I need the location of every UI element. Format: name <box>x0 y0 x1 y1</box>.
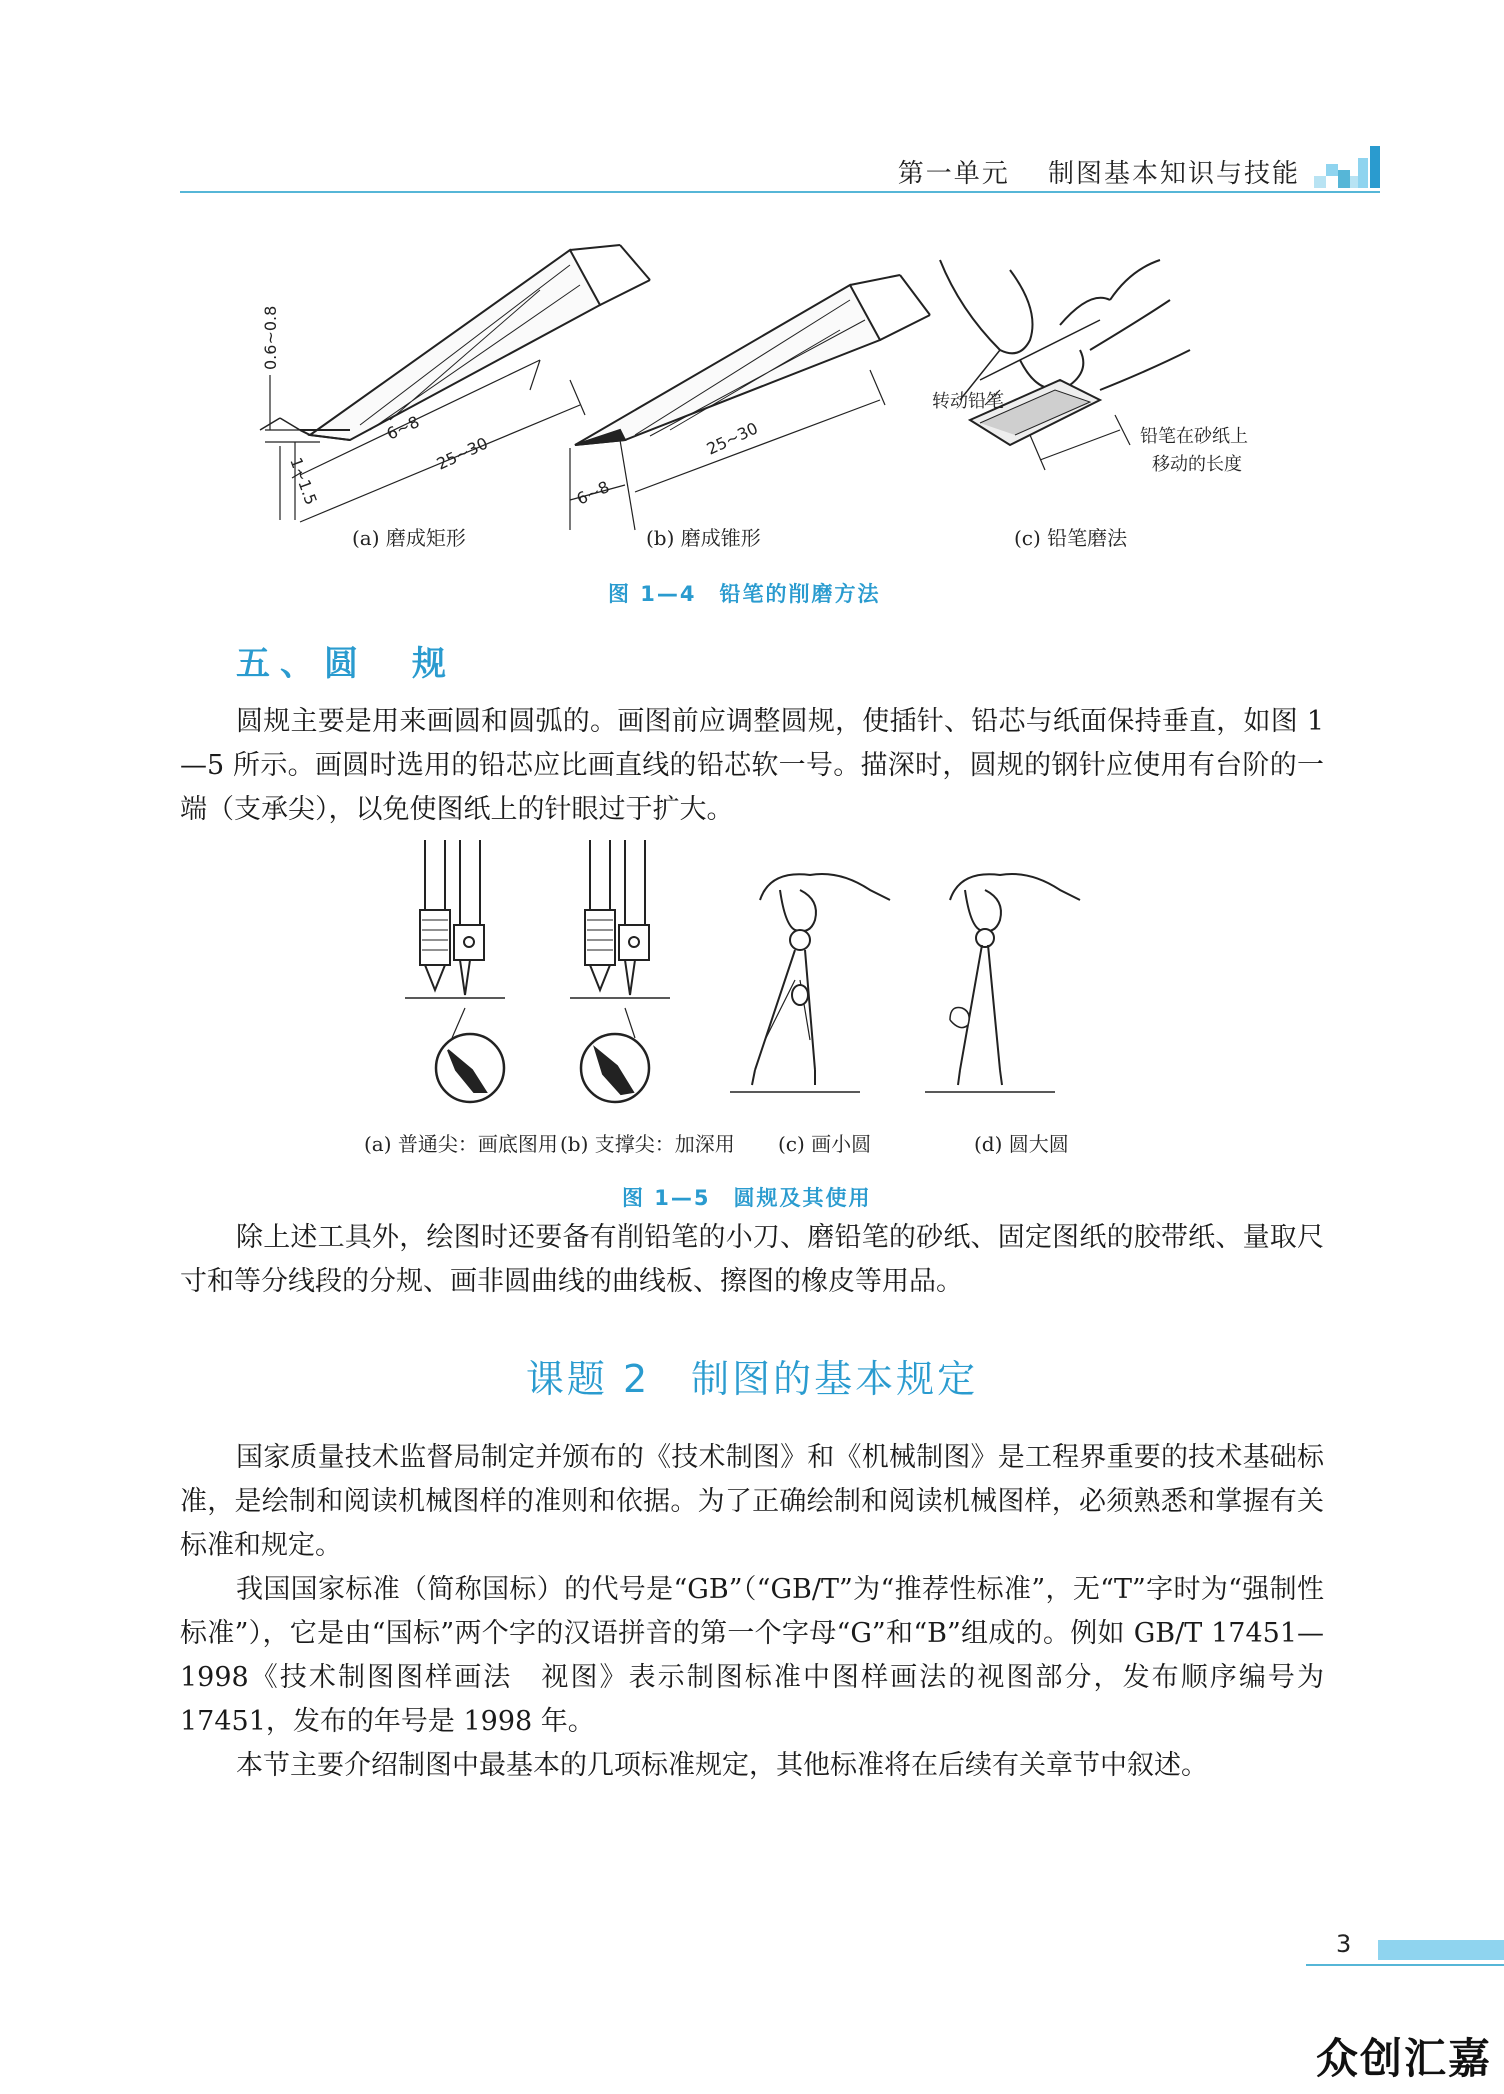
pencil-conical-illustration <box>570 275 930 530</box>
figure-1-4-title: 图 1—4 铅笔的削磨方法 <box>608 582 881 606</box>
compass-large-circle-illustration <box>925 874 1080 1092</box>
dim-a-width: 1~1.5 <box>286 454 321 508</box>
section-title: 五、圆 规 <box>236 644 456 684</box>
figure-1-5-caption-b: (b) 支撑尖：加深用 <box>560 1132 735 1156</box>
watermark-text: 众创汇嘉 <box>1315 2034 1492 2083</box>
figure-1-5-caption-a: (a) 普通尖：画底图用 <box>364 1132 558 1156</box>
label-move-length-1: 铅笔在砂纸上 <box>1140 426 1248 447</box>
figure-1-5-caption-c: (c) 画小圆 <box>778 1132 872 1156</box>
paragraph-standards-intro: 国家质量技术监督局制定并颁布的《技术制图》和《机械制图》是工程界重要的技术基础标准，是绘制和阅读机械图样的准则和依据。为了正确绘制和阅读机械图样，必须熟悉和掌握有关标准和规定。 <box>180 1442 1324 1561</box>
figure-1-5-caption-d: (d) 圆大圆 <box>974 1132 1069 1156</box>
dim-b-lead: 6~8 <box>573 477 613 509</box>
topic-title: 课题 2 制图的基本规定 <box>525 1357 979 1401</box>
dim-a-core: 0.6~0.8 <box>261 305 280 370</box>
dim-b-cone: 25~30 <box>703 418 761 459</box>
dim-a-cone: 25~30 <box>433 433 491 474</box>
figure-1-4-drawing <box>240 230 1260 550</box>
compass-needle-support-illustration <box>570 840 670 1102</box>
paragraph-section-scope: 本节主要介绍制图中最基本的几项标准规定，其他标准将在后续有关章节中叙述。 <box>236 1750 1208 1781</box>
chapter-label: 第一单元 <box>897 159 1010 189</box>
running-header <box>898 153 1300 190</box>
dim-a-lead: 6~8 <box>383 412 423 444</box>
figure-1-5-title: 图 1—5 圆规及其使用 <box>622 1186 872 1210</box>
figure-1-4-caption-c: (c) 铅笔磨法 <box>1014 526 1128 550</box>
compass-small-circle-illustration <box>730 874 890 1092</box>
figure-1-5-drawing <box>390 830 1150 1120</box>
page-number-bar <box>1378 1940 1504 1960</box>
chapter-title: 制图基本知识与技能 <box>1047 159 1300 189</box>
header-decoration-blocks <box>1314 146 1384 194</box>
pencil-rectangular-illustration <box>260 245 650 522</box>
label-rotate-pencil: 转动铅笔 <box>932 391 1004 412</box>
paragraph-gb-code: 我国国家标准（简称国标）的代号是“GB”（“GB/T”为“推荐性标准”，无“T”字时为“强制性标准”），它是由“国标”两个字的汉语拼音的第一个字母“G”和“B”组成的。例如 GB/T 17451—1998《技术制图图样画法 视图》表示制图标准中图样画法的视图部分，发布顺序编号为 17451，发布的年号是 1998 年。 <box>180 1574 1324 1737</box>
figure-1-4-caption-a: (a) 磨成矩形 <box>352 526 466 550</box>
paragraph-other-tools: 除上述工具外，绘图时还要备有削铅笔的小刀、磨铅笔的砂纸、固定图纸的胶带纸、量取尺寸和等分线段的分规、画非圆曲线的曲线板、擦图的橡皮等用品。 <box>180 1222 1324 1297</box>
page-number-rule <box>1306 1964 1504 1966</box>
header-rule <box>180 191 1380 193</box>
paragraph-compass-intro: 圆规主要是用来画圆和圆弧的。画图前应调整圆规，使插针、铅芯与纸面保持垂直，如图 1—5 所示。画圆时选用的铅芯应比画直线的铅芯软一号。描深时，圆规的钢针应使用有台阶的一端（支承尖），以免使图纸上的针眼过于扩大。 <box>180 706 1324 825</box>
figure-1-4-caption-b: (b) 磨成锥形 <box>646 526 761 550</box>
compass-needle-normal-illustration <box>405 840 505 1102</box>
page-number: 3 <box>1336 1930 1352 1958</box>
label-move-length-2: 移动的长度 <box>1152 454 1242 475</box>
